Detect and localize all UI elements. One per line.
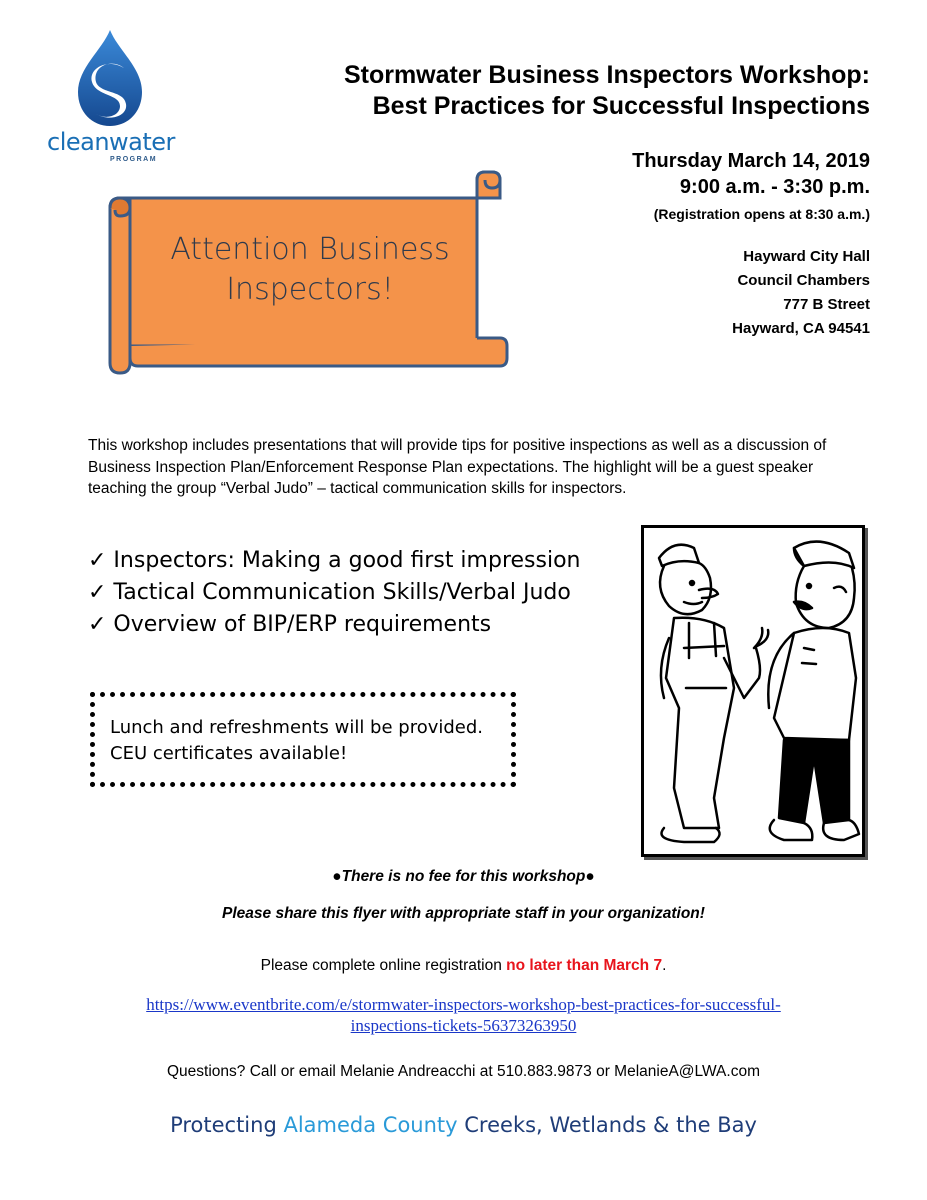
logo-wordmark: cleanwater [47, 128, 175, 156]
event-time: 9:00 a.m. - 3:30 p.m. [679, 176, 870, 198]
lunch-line-1: Lunch and refreshments will be provided. [110, 717, 484, 738]
event-date: Thursday March 14, 2019 [632, 150, 870, 172]
contact-questions: Questions? Call or email Melanie Andreacchi at 510.883.9873 or MelanieA@LWA.com [167, 1063, 760, 1080]
address-line: Council Chambers [737, 272, 870, 289]
registration-link-line-2[interactable]: inspections-tickets-56373263950 [350, 1016, 577, 1035]
registration-deadline: no later than March 7 [506, 957, 663, 974]
logo-subtitle: PROGRAM [110, 156, 158, 163]
lunch-line-2: CEU certificates available! [110, 743, 348, 764]
cartoon-illustration [641, 525, 865, 857]
checklist-item: ✓ Overview of BIP/ERP requirements [88, 612, 492, 637]
two-men-talking-illustration [644, 528, 862, 854]
title-line-1: Stormwater Business Inspectors Workshop: [343, 61, 870, 89]
no-fee-note: ●There is no fee for this workshop● [332, 868, 595, 885]
description-paragraph: This workshop includes presentations that will provide tips for positive inspections as well as a discussion of Business Inspection Plan/Enforcement Response Plan expectations. The highlight will be a guest speaker teaching the group “Verbal Judo” – tactical communication skills for inspectors. [88, 437, 827, 497]
lunch-box [90, 692, 516, 787]
banner-text [155, 230, 465, 310]
registration-note: (Registration opens at 8:30 a.m.) [653, 206, 870, 222]
registration-sentence: Please complete online registration no later than March 7. [260, 957, 667, 974]
title-line-2: Best Practices for Successful Inspections [372, 92, 870, 120]
footer-tagline: Protecting Alameda County Creeks, Wetlands & the Bay [170, 1113, 757, 1137]
address-line: Hayward, CA 94541 [732, 320, 870, 337]
address-line: Hayward City Hall [743, 248, 870, 265]
water-drop-icon [40, 28, 180, 128]
address-line: 777 B Street [783, 296, 870, 313]
checklist-item: ✓ Tactical Communication Skills/Verbal Judo [88, 580, 571, 605]
checklist-item: ✓ Inspectors: Making a good first impression [88, 548, 581, 573]
banner-line-1: Attention Business [170, 232, 450, 267]
clean-water-logo [40, 28, 180, 173]
banner-line-2: Inspectors! [226, 272, 394, 307]
registration-link-line-1[interactable]: https://www.eventbrite.com/e/stormwater-inspectors-workshop-best-practices-for-successful- [146, 995, 781, 1014]
share-note: Please share this flyer with appropriate staff in your organization! [222, 905, 705, 922]
